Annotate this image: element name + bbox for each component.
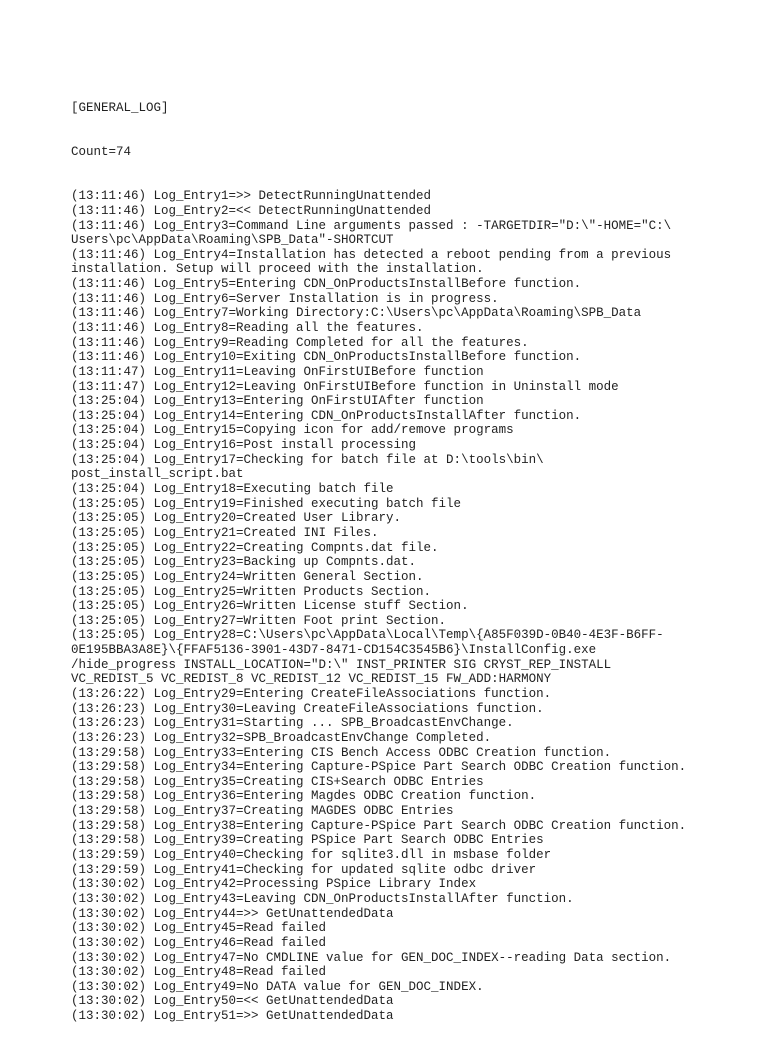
log-line: (13:11:46) Log_Entry2=<< DetectRunningUnattended	[71, 203, 432, 218]
log-line: (13:29:58) Log_Entry38=Entering Capture-PSpice Part Search ODBC Creation function.	[71, 818, 687, 833]
log-line: (13:25:04) Log_Entry15=Copying icon for add/remove programs	[71, 423, 514, 438]
log-count-line: Count=74	[71, 145, 132, 160]
log-line: (13:25:05) Log_Entry19=Finished executing batch file	[71, 496, 462, 511]
log-line: (13:30:02) Log_Entry47=No CMDLINE value for GEN_DOC_INDEX--reading Data section.	[71, 950, 672, 965]
log-line: (13:25:04) Log_Entry13=Entering OnFirstUIAfter function	[71, 394, 484, 409]
log-line: (13:25:04) Log_Entry14=Entering CDN_OnProductsInstallAfter function.	[71, 408, 582, 423]
log-line: installation. Setup will proceed with the installation.	[71, 262, 484, 277]
log-line: (13:11:47) Log_Entry11=Leaving OnFirstUIBefore function	[71, 364, 484, 379]
log-line: (13:29:59) Log_Entry40=Checking for sqlite3.dll in msbase folder	[71, 848, 552, 863]
log-line: (13:25:05) Log_Entry24=Written General Section.	[71, 569, 424, 584]
log-line: (13:29:59) Log_Entry41=Checking for updated sqlite odbc driver	[71, 862, 537, 877]
log-section-header: [GENERAL_LOG]	[71, 101, 169, 116]
log-line: /hide_progress INSTALL_LOCATION="D:\" INST_PRINTER SIG CRYST_REP_INSTALL	[71, 657, 612, 672]
log-line: (13:26:23) Log_Entry32=SPB_BroadcastEnvChange Completed.	[71, 730, 492, 745]
log-line: (13:26:23) Log_Entry30=Leaving CreateFileAssociations function.	[71, 701, 544, 716]
log-line: (13:29:58) Log_Entry33=Entering CIS Bench Access ODBC Creation function.	[71, 745, 612, 760]
log-line: (13:26:22) Log_Entry29=Entering CreateFileAssociations function.	[71, 687, 552, 701]
log-line: (13:30:02) Log_Entry49=No DATA value for GEN_DOC_INDEX.	[71, 979, 484, 994]
log-line: (13:25:05) Log_Entry28=C:\Users\pc\AppData\Local\Temp\{A85F039D-0B40-4E3F-B6FF-	[71, 628, 664, 643]
log-line: (13:25:04) Log_Entry16=Post install processing	[71, 438, 417, 453]
log-line: (13:30:02) Log_Entry48=Read failed	[71, 965, 327, 980]
log-line: (13:29:58) Log_Entry34=Entering Capture-PSpice Part Search ODBC Creation function.	[71, 760, 687, 775]
log-line: (13:25:05) Log_Entry25=Written Products Section.	[71, 584, 432, 599]
log-line: 0E195BBA3A8E}\{FFAF5136-3901-43D7-8471-CD154C3545B6}\InstallConfig.exe	[71, 643, 597, 658]
log-lines	[71, 189, 761, 1024]
log-line: (13:25:05) Log_Entry26=Written License stuff Section.	[71, 599, 469, 614]
log-line: (13:30:02) Log_Entry44=>> GetUnattendedData	[71, 906, 394, 921]
log-line: (13:11:46) Log_Entry4=Installation has detected a reboot pending from a previous	[71, 247, 672, 262]
log-line: (13:30:02) Log_Entry42=Processing PSpice Library Index	[71, 877, 477, 892]
log-line: (13:11:46) Log_Entry7=Working Directory:C:\Users\pc\AppData\Roaming\SPB_Data	[71, 306, 642, 321]
log-line: (13:11:46) Log_Entry8=Reading all the features.	[71, 320, 424, 335]
log-line: (13:29:58) Log_Entry35=Creating CIS+Search ODBC Entries	[71, 774, 484, 789]
log-line: (13:25:05) Log_Entry20=Created User Library.	[71, 511, 402, 526]
log-line: (13:25:04) Log_Entry17=Checking for batch file at D:\tools\bin\	[71, 452, 544, 467]
log-line: (13:30:02) Log_Entry50=<< GetUnattendedData	[71, 994, 394, 1009]
log-line: Users\pc\AppData\Roaming\SPB_Data"-SHORTCUT	[71, 233, 394, 248]
log-line: (13:30:02) Log_Entry43=Leaving CDN_OnProductsInstallAfter function.	[71, 891, 574, 906]
log-line: (13:29:58) Log_Entry36=Entering Magdes ODBC Creation function.	[71, 789, 537, 804]
log-line: (13:25:05) Log_Entry21=Created INI Files.	[71, 525, 379, 540]
log-line: (13:11:46) Log_Entry9=Reading Completed for all the features.	[71, 335, 529, 350]
log-line: (13:11:46) Log_Entry1=>> DetectRunningUnattended	[71, 189, 432, 204]
log-line: (13:25:05) Log_Entry22=Creating Compnts.dat file.	[71, 540, 439, 555]
log-line: (13:30:02) Log_Entry45=Read failed	[71, 921, 327, 936]
log-line: (13:25:05) Log_Entry23=Backing up Compnts.dat.	[71, 555, 417, 570]
log-document	[71, 72, 761, 1038]
log-line: (13:11:46) Log_Entry10=Exiting CDN_OnProductsInstallBefore function.	[71, 350, 582, 365]
log-line: post_install_script.bat	[71, 467, 244, 482]
log-line: (13:11:46) Log_Entry5=Entering CDN_OnProductsInstallBefore function.	[71, 277, 582, 292]
log-line: (13:11:46) Log_Entry6=Server Installation is in progress.	[71, 291, 499, 306]
log-line: (13:29:58) Log_Entry39=Creating PSpice Part Search ODBC Entries	[71, 833, 544, 848]
log-line: VC_REDIST_5 VC_REDIST_8 VC_REDIST_12 VC_REDIST_15 FW_ADD:HARMONY	[71, 672, 552, 687]
log-line: (13:11:47) Log_Entry12=Leaving OnFirstUIBefore function in Uninstall mode	[71, 379, 619, 394]
log-line: (13:30:02) Log_Entry51=>> GetUnattendedData	[71, 1009, 394, 1024]
log-line: (13:26:23) Log_Entry31=Starting ... SPB_BroadcastEnvChange.	[71, 716, 514, 731]
log-line: (13:11:46) Log_Entry3=Command Line arguments passed : -TARGETDIR="D:\"-HOME="C:\	[71, 218, 672, 233]
log-line: (13:25:05) Log_Entry27=Written Foot print Section.	[71, 613, 447, 628]
log-line: (13:30:02) Log_Entry46=Read failed	[71, 935, 327, 950]
log-line: (13:29:58) Log_Entry37=Creating MAGDES ODBC Entries	[71, 804, 454, 819]
log-line: (13:25:04) Log_Entry18=Executing batch file	[71, 482, 394, 497]
